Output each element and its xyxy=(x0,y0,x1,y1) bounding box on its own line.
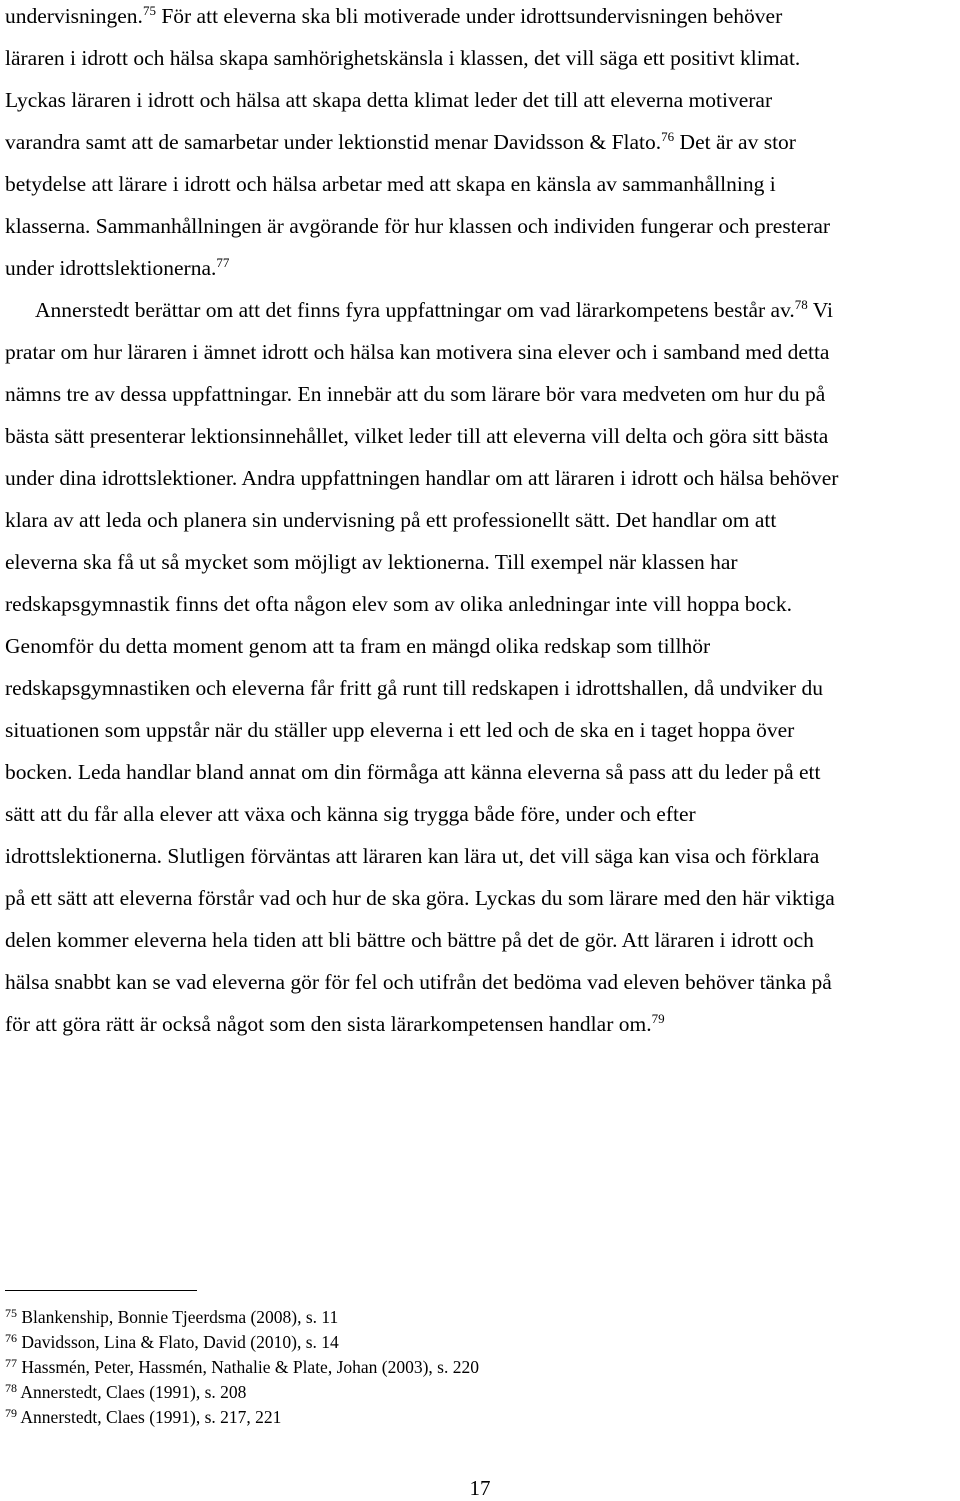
footnote-text: Davidsson, Lina & Flato, David (2010), s. 14 xyxy=(17,1332,339,1352)
body-line: varandra samt att de samarbetar under lektionstid menar Davidsson & Flato.$^{76}$ Det är av stor xyxy=(5,129,796,154)
footnote-text: Annerstedt, Claes (1991), s. 208 xyxy=(17,1382,247,1402)
body-line: på ett sätt att eleverna förstår vad och hur de ska göra. Lyckas du som lärare med den här viktiga xyxy=(5,886,835,910)
body-line: idrottslektionerna. Slutligen förväntas att läraren kan lära ut, det vill säga kan visa och förklara xyxy=(5,844,820,868)
body-line: pratar om hur läraren i ämnet idrott och hälsa kan motivera sina elever och i samband med detta xyxy=(5,340,830,364)
footnote-number: 75 xyxy=(5,1306,17,1320)
footnote-ref[interactable]: 75 xyxy=(142,3,156,18)
body-line: under idrottslektionerna.$^{77}$ xyxy=(5,255,230,280)
footnote-separator xyxy=(5,1290,197,1291)
body-line: läraren i idrott och hälsa skapa samhörighetskänsla i klassen, det vill säga ett positivt klimat. xyxy=(5,46,801,70)
footnote-text: Blankenship, Bonnie Tjeerdsma (2008), s. 11 xyxy=(17,1307,339,1327)
footnote-number: 78 xyxy=(5,1381,17,1395)
body-line: bästa sätt presenterar lektionsinnehållet, vilket leder till att eleverna vill delta och göra sitt bästa xyxy=(5,424,829,448)
body-line: undervisningen.$^{75}$ För att eleverna ska bli motiverade under idrottsundervisningen behöver xyxy=(5,3,783,28)
footnote-text: Hassmén, Peter, Hassmén, Nathalie & Plate, Johan (2003), s. 220 xyxy=(17,1357,479,1377)
footnote xyxy=(5,1381,246,1405)
page-number: 17 xyxy=(469,1476,491,1500)
footnote-ref[interactable]: 78 xyxy=(794,297,808,312)
body-line: Lyckas läraren i idrott och hälsa att skapa detta klimat leder det till att eleverna motiverar xyxy=(5,88,773,112)
body-line: Annerstedt berättar om att det finns fyra uppfattningar om vad lärarkompetens består av.$^{78}$ Vi xyxy=(35,297,833,322)
body-line: sätt att du får alla elever att växa och känna sig trygga både före, under och efter xyxy=(5,802,696,826)
footnote xyxy=(5,1306,338,1330)
footnote-number: 79 xyxy=(5,1406,17,1420)
body-line: eleverna ska få ut så mycket som möjligt av lektionerna. Till exempel när klassen har xyxy=(5,550,738,574)
footnote xyxy=(5,1356,479,1380)
body-line: för att göra rätt är också något som den sista lärarkompetensen handlar om.$^{79}$ xyxy=(5,1011,665,1036)
body-line: delen kommer eleverna hela tiden att bli bättre och bättre på det de gör. Att läraren i idrott och xyxy=(5,928,814,952)
footnote-ref[interactable]: 77 xyxy=(216,255,230,270)
body-line: under dina idrottslektioner. Andra uppfattningen handlar om att läraren i idrott och hälsa behöver xyxy=(5,466,839,490)
body-line: bocken. Leda handlar bland annat om din förmåga att känna eleverna så pass att du leder på ett xyxy=(5,760,821,784)
body-line: betydelse att lärare i idrott och hälsa arbetar med att skapa en känsla av sammanhållning i xyxy=(5,172,776,196)
body-line: redskapsgymnastik finns det ofta någon elev som av olika anledningar inte vill hoppa bock. xyxy=(5,592,792,616)
body-line: Genomför du detta moment genom att ta fram en mängd olika redskap som tillhör xyxy=(5,634,711,658)
footnote xyxy=(5,1331,339,1355)
body-line: hälsa snabbt kan se vad eleverna gör för fel och utifrån det bedöma vad eleven behöver tänka på xyxy=(5,970,832,994)
footnote-number: 76 xyxy=(5,1331,17,1345)
footnote xyxy=(5,1406,281,1430)
footnote-text: Annerstedt, Claes (1991), s. 217, 221 xyxy=(17,1407,282,1427)
body-line: situationen som uppstår när du ställer upp eleverna i ett led och de ska en i taget hoppa över xyxy=(5,718,795,742)
footnote-ref[interactable]: 79 xyxy=(651,1011,665,1026)
body-line: redskapsgymnastiken och eleverna får fritt gå runt till redskapen i idrottshallen, då undviker du xyxy=(5,676,823,700)
body-line: klara av att leda och planera sin undervisning på ett professionellt sätt. Det handlar om att xyxy=(5,508,777,532)
body-line: klasserna. Sammanhållningen är avgörande för hur klassen och individen fungerar och presterar xyxy=(5,214,831,238)
footnote-number: 77 xyxy=(5,1356,17,1370)
footnote-ref[interactable]: 76 xyxy=(661,129,675,144)
body-line: nämns tre av dessa uppfattningar. En innebär att du som lärare bör vara medveten om hur du på xyxy=(5,382,826,406)
